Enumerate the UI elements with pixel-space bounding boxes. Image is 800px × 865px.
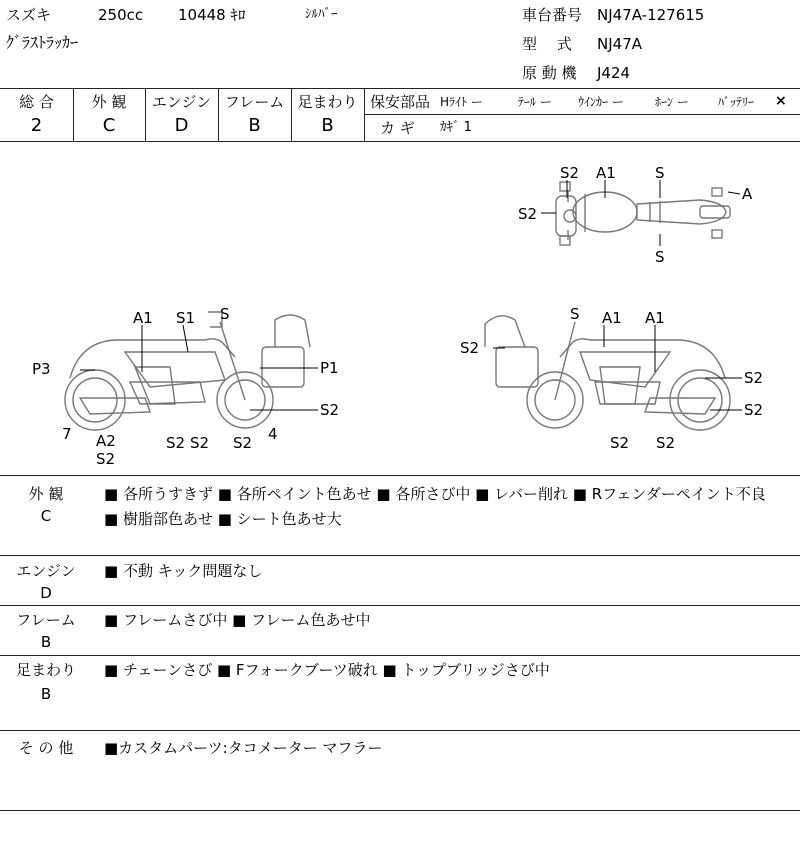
label-right-a1a: A1 (602, 309, 622, 327)
label-left-4: 4 (268, 425, 278, 443)
registration-info (510, 0, 800, 88)
label-left-a1: A1 (133, 309, 153, 327)
safety-item-horn: ﾎｰﾝ ー (655, 95, 689, 109)
section-text-engine: ■ 不動 キック問題なし (104, 562, 263, 580)
label-right-s: S (570, 305, 580, 323)
divider (0, 810, 800, 811)
section-grade-exterior: C (40, 507, 52, 525)
label-top-s: S (655, 164, 665, 182)
safety-item-taillight: ﾃｰﾙ ー (518, 95, 552, 109)
section-label-other: そ の 他 (18, 739, 74, 757)
right-side-bike (485, 316, 730, 430)
grade-label-engine: エンジン (151, 93, 212, 111)
section-text-exterior: ■ 各所うすきず ■ 各所ペイント色あせ ■ 各所さび中 ■ レバー削れ ■ Rフェンダーペイント不良 ■ 樹脂部色あせ ■ シート色あせ大 (104, 485, 766, 528)
divider (0, 475, 800, 476)
diagram-labels (32, 164, 763, 468)
label-right-s2a: S2 (460, 339, 480, 357)
type-value: NJ47A (597, 35, 642, 53)
divider (0, 730, 800, 731)
grade-label-overall: 総 合 (19, 93, 54, 111)
label-right-a1b: A1 (645, 309, 665, 327)
label-left-s2c: S2 (190, 434, 210, 452)
safety-item-headlight: Hﾗｲﾄ ー (440, 95, 483, 109)
displacement: 250cc (98, 6, 144, 24)
damage-diagram (0, 142, 800, 475)
divider (0, 555, 800, 556)
key-label: カ ギ (380, 119, 415, 137)
label-left-s2b: S2 (166, 434, 186, 452)
section-grade-suspension: B (40, 685, 52, 703)
key-value: ｶｷﾞ 1 (440, 120, 472, 135)
top-view-bike (556, 182, 730, 245)
label-right-s2b: S2 (744, 369, 764, 387)
color: ｼﾙﾊﾞｰ (305, 7, 338, 22)
label-top-s2b: S2 (518, 205, 538, 223)
divider (0, 655, 800, 656)
section-grade-frame: B (40, 633, 52, 651)
label-top-s2a: S2 (560, 164, 580, 182)
label-left-s: S (220, 305, 230, 323)
section-label-suspension: 足まわり (15, 661, 76, 679)
label-left-s2-rear: S2 (320, 401, 340, 419)
maker: スズキ (6, 6, 52, 24)
label-top-a1: A1 (596, 164, 616, 182)
label-left-p1: P1 (320, 359, 339, 377)
grade-value-frame: B (248, 115, 261, 136)
safety-parts-label: 保安部品 (370, 93, 431, 111)
divider (0, 88, 800, 89)
type-label: 型 式 (522, 35, 572, 53)
label-top-s2c: S (655, 248, 665, 266)
grade-label-frame: フレーム (224, 93, 285, 111)
label-left-a2: A2 (96, 432, 116, 450)
section-text-suspension: ■ チェーンさび ■ Fフォークブーツ破れ ■ トップブリッジさび中 (104, 661, 550, 679)
engine-value: J424 (597, 64, 631, 82)
label-right-s2d: S2 (610, 434, 630, 452)
label-right-s2e: S2 (656, 434, 676, 452)
mileage: 10448 ｷﾛ (178, 6, 246, 24)
grade-value-engine: D (174, 115, 189, 136)
frame-no-label: 車台番号 (522, 6, 583, 24)
safety-item-battery: ﾊﾞｯﾃﾘｰ (718, 95, 755, 109)
grade-value-overall: 2 (30, 115, 43, 136)
left-side-bike (65, 312, 310, 430)
frame-no: NJ47A-127615 (597, 6, 705, 24)
section-grade-engine: D (40, 584, 52, 602)
label-right-s2c: S2 (744, 401, 764, 419)
label-left-s1: S1 (176, 309, 196, 327)
section-label-exterior: 外 観 (28, 485, 64, 503)
engine-label: 原 動 機 (522, 64, 577, 82)
section-text-other: ■カスタムパーツ:タコメーター マフラー (104, 739, 383, 757)
vehicle-info (0, 0, 510, 88)
divider (0, 605, 800, 606)
grade-label-suspension: 足まわり (297, 93, 358, 111)
section-text-frame: ■ フレームさび中 ■ フレーム色あせ中 (104, 611, 371, 629)
section-label-frame: フレーム (16, 611, 76, 629)
grade-value-exterior: C (102, 115, 116, 136)
label-top-a: A (742, 185, 753, 203)
label-left-s2d: S2 (233, 434, 253, 452)
model-name: ｸﾞﾗｽﾄﾗｯｶｰ (6, 33, 79, 52)
label-left-7: 7 (62, 425, 72, 443)
grade-label-exterior: 外 観 (91, 93, 127, 111)
battery-missing-mark: × (775, 93, 787, 109)
grade-value-suspension: B (321, 115, 334, 136)
section-label-engine: エンジン (16, 562, 76, 580)
safety-item-winker: ｳｲﾝｶｰ ー (578, 95, 624, 109)
label-left-p3: P3 (32, 360, 51, 378)
label-left-s2a: S2 (96, 450, 116, 468)
